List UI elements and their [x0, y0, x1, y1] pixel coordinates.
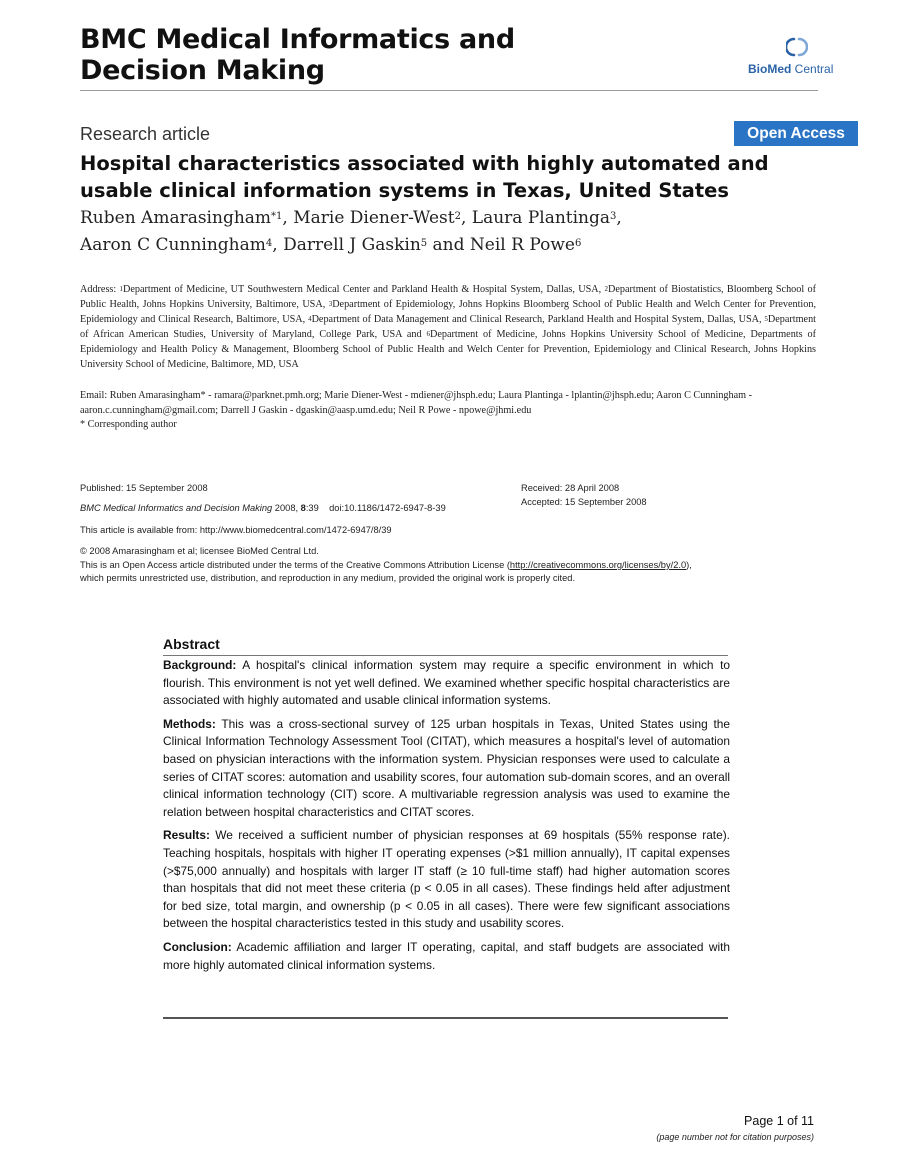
- abstract-end-rule: [163, 1017, 728, 1019]
- author-separator: ,: [272, 235, 284, 255]
- author-separator: and: [427, 235, 470, 255]
- address-text: Department of Medicine, UT Southwestern Medical Center and Parkland Health & Hospital System, Dallas, USA,: [123, 284, 605, 295]
- license-text: This is an Open Access article distributed under the terms of the Creative Commons Attribution License (: [80, 560, 510, 570]
- address-marker: 1: [119, 285, 124, 293]
- abstract-conclusion: Conclusion: Academic affiliation and larger IT operating, capital, and staff budgets are associated with more highly automated clinical information systems.: [163, 939, 730, 972]
- author-separator: ,: [282, 208, 294, 228]
- abstract-heading: Abstract: [163, 636, 220, 652]
- abstract-body: [163, 657, 730, 980]
- author-affiliation-marker: 2: [454, 211, 461, 222]
- citation-volume: 8: [300, 503, 306, 513]
- author-affiliation-marker: 5: [420, 238, 428, 249]
- license-text-end: ),: [686, 560, 692, 570]
- abstract-background: Background: A hospital's clinical information system may require a specific environment in which to flourish. This environment is not yet well defined. We examined whether specific hospital characteristics are associated with highly automated and usable clinical information systems.: [163, 658, 730, 708]
- author-affiliation-marker: 6: [574, 238, 582, 249]
- copyright: © 2008 Amarasingham et al; licensee BioMed Central Ltd.: [80, 546, 319, 556]
- address-marker: 3: [328, 299, 333, 308]
- license-line2: which permits unrestricted use, distribution, and reproduction in any medium, provided the original work is properly cited.: [80, 573, 576, 583]
- published-date: Published: 15 September 2008: [80, 483, 208, 493]
- citation-year: 2008,: [272, 503, 301, 513]
- abstract-results: Results: We received a sufficient number of physician responses at 69 hospitals (55% response rate). Teaching hospitals, hospitals with higher IT operating expenses (>$1 million annually), IT capital expenses (>$75,000 annually) and hospitals with larger IT staff (≥ 10 full-time staff) had higher automation scores than hospitals that did not meet these criteria (p < 0.05 in all cases). These findings held after adjustment for bed size, total margin, and ownership (p < 0.05 in all cases). There were few significant associations between the hospital characteristics tested in this study and usability scores.: [163, 828, 730, 931]
- address-marker: 5: [764, 314, 768, 323]
- header-divider: [80, 90, 818, 91]
- author-name: Neil R Powe: [469, 235, 575, 255]
- author-affiliation-marker: *1: [271, 211, 283, 222]
- page-number: Page 1 of 11: [744, 1114, 814, 1128]
- journal-title-line2: Decision Making: [80, 55, 325, 86]
- received-date: Received: 28 April 2008: [521, 483, 620, 493]
- accepted-date: Accepted: 15 September 2008: [521, 497, 647, 507]
- address-text: Department of Data Management and Clinical Research, Parkland Health and Hospital System, Dallas, USA,: [311, 313, 765, 325]
- author-name: Aaron C Cunningham: [80, 235, 266, 255]
- author-name: Marie Diener-West: [293, 208, 455, 228]
- address-text: Department of Epidemiology, Johns Hopkins Bloomberg School of Public Health and Welch Center for Prevention, Epidemiology and Clinical Research, Baltimore, USA,: [80, 298, 816, 325]
- author-name: Laura Plantinga: [471, 208, 611, 228]
- article-title: Hospital characteristics associated with highly automated and usable clinical information systems in Texas, United States: [80, 152, 769, 202]
- license-line1: [80, 560, 692, 570]
- address-marker: 4: [308, 314, 312, 323]
- corresponding-author-note: * Corresponding author: [80, 419, 177, 430]
- abstract-methods: Methods: This was a cross-sectional survey of 125 urban hospitals in Texas, United States using the Clinical Information Technology Assessment Tool (CITAT), which measures a hospital's level of automation based on physician interactions with the information system. Physician responses were used to calculate a series of CITAT scores: automation and usability scores, four automation sub-domain scores, and an overall clinical information technology (CIT) score. A multivariable regression analysis was used to examine the relation between hospital characteristics and CITAT scores.: [163, 716, 730, 819]
- address-marker: 6: [426, 329, 431, 338]
- citation-journal: BMC Medical Informatics and Decision Making: [80, 503, 273, 513]
- address-text: Department of Medicine, Johns Hopkins University School of Medicine, Departments of Epidemiology and Health Policy & Management, Bloomberg School of Public Health and Welch Center for Prevention, Epidemiology and Clinical Research, Johns Hopkins University School of Medicine, Baltimore, MD, USA: [80, 328, 817, 370]
- citation: [80, 503, 446, 513]
- abstract-divider: [163, 655, 728, 656]
- author-emails: Email: Ruben Amarasingham* - ramara@parknet.pmh.org; Marie Diener-West - mdiener@jhsph.edu; Laura Plantinga - lplantin@jhsph.edu; Aaron C Cunningham - aaron.c.cunningham@gmail.com; Darrell J Gaskin - dgaskin@aasp.umd.edu; Neil R Powe - npowe@jhmi.edu: [80, 390, 752, 416]
- page-number-note: (page number not for citation purposes): [656, 1132, 814, 1142]
- author-list: [80, 205, 800, 259]
- address-text: Department of African American Studies, University of Maryland, College Park, USA and: [80, 313, 816, 340]
- article-url: This article is available from: http://www.biomedcentral.com/1472-6947/8/39: [80, 525, 392, 535]
- author-affiliation-marker: 3: [610, 211, 617, 222]
- publisher-logo-text: [748, 62, 833, 76]
- author-affiliation-marker: 4: [265, 238, 273, 249]
- address-text: Department of Biostatistics, Bloomberg School of Public Health, Johns Hopkins University, Baltimore, USA,: [80, 284, 816, 310]
- author-name: Darrell J Gaskin: [283, 235, 421, 255]
- journal-title: [80, 24, 515, 86]
- author-addresses: [80, 283, 816, 372]
- biomed-central-logo-icon: [786, 36, 808, 58]
- address-label: Address:: [80, 284, 120, 295]
- address-marker: 2: [604, 285, 608, 293]
- license-link[interactable]: http://creativecommons.org/licenses/by/2.0: [509, 560, 687, 570]
- author-name: Ruben Amarasingham: [80, 208, 272, 228]
- citation-doi: :39 doi:10.1186/1472-6947-8-39: [305, 503, 446, 513]
- article-type: Research article: [80, 124, 211, 144]
- open-access-badge: Open Access: [734, 121, 858, 146]
- author-separator: ,: [460, 208, 472, 228]
- publisher-bio: BioMed: [748, 62, 792, 76]
- journal-title-line1: BMC Medical Informatics and: [80, 24, 515, 55]
- author-separator: ,: [616, 208, 622, 228]
- publisher-central: Central: [791, 62, 834, 76]
